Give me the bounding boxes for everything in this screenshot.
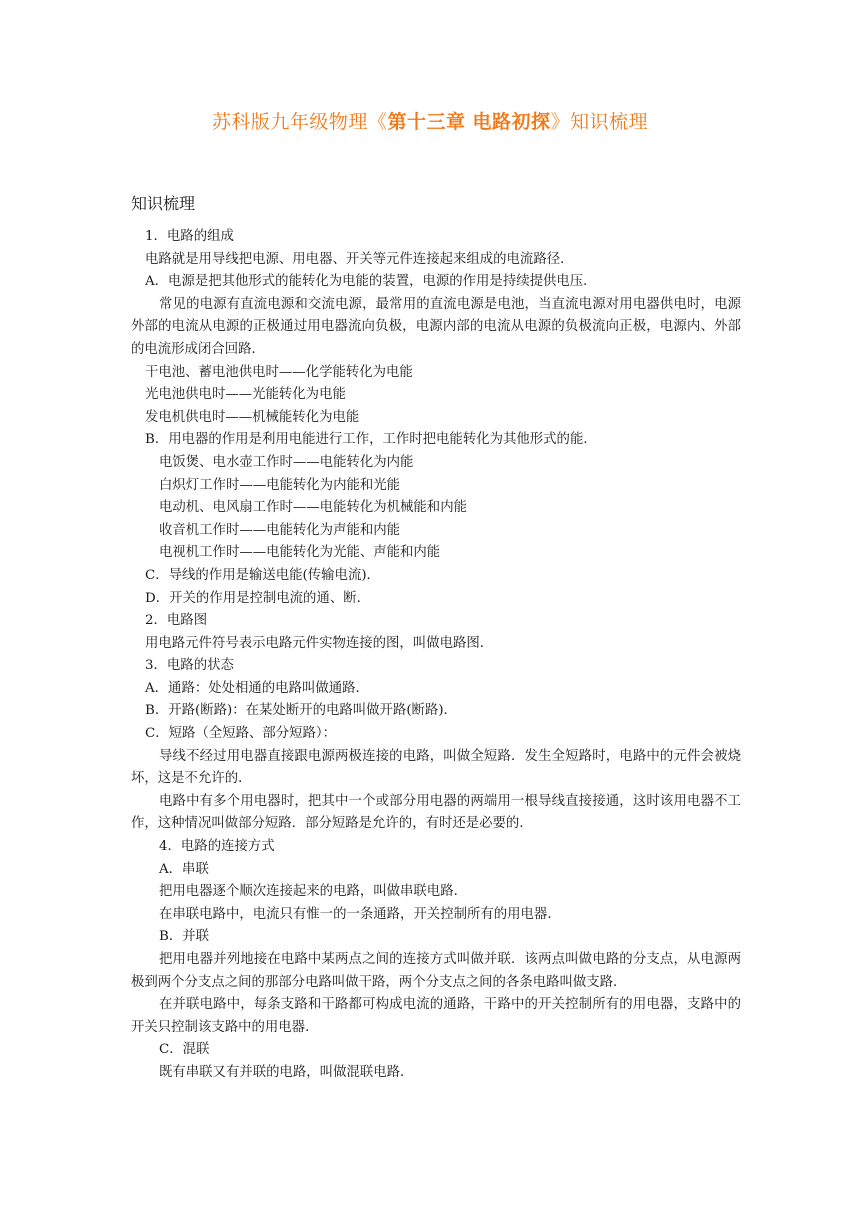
text-line: B．用电器的作用是利用电能进行工作，工作时把电能转化为其他形式的能．	[145, 432, 597, 448]
text-line: 把用电器逐个顺次连接起来的电路，叫做串联电路．	[159, 884, 467, 900]
title-prefix: 苏科版九年级物理《	[211, 111, 388, 133]
text-line: 3．电路的状态	[145, 658, 234, 674]
document-body	[131, 226, 741, 1085]
text-line: B．并联	[159, 929, 210, 945]
text-line: D．开关的作用是控制电流的通、断．	[145, 590, 370, 606]
title-chapter: 第十三章 电路初探	[387, 111, 551, 133]
document-title	[0, 107, 860, 134]
text-line: 电路就是用导线把电源、用电器、开关等元件连接起来组成的电流路径．	[145, 251, 574, 267]
section-heading: 知识梳理	[131, 194, 196, 213]
text-line: 在串联电路中，电流只有惟一的一条通路，开关控制所有的用电器．	[159, 906, 561, 922]
text-line: 2．电路图	[145, 613, 208, 629]
text-line: 白炽灯工作时——电能转化为内能和光能	[159, 477, 401, 493]
text-line: A．通路：处处相通的电路叫做通路．	[145, 680, 369, 696]
text-line: 4．电路的连接方式	[159, 839, 275, 855]
title-suffix: 》知识梳理	[550, 111, 649, 133]
text-line: 电饭煲、电水壶工作时——电能转化为内能	[159, 454, 414, 470]
paragraph: 在并联电路中，每条支路和干路都可构成电流的通路，干路中的开关控制所有的用电器，支路中的开关只控制该支路中的用电器．	[131, 997, 741, 1035]
text-line: C．导线的作用是输送电能(传输电流)．	[145, 567, 380, 583]
text-line: A．电源是把其他形式的能转化为电能的装置，电源的作用是持续提供电压．	[145, 274, 597, 290]
text-line: 收音机工作时——电能转化为声能和内能	[159, 522, 401, 538]
text-line: B．开路(断路)：在某处断开的电路叫做开路(断路)．	[145, 703, 457, 719]
text-line: 光电池供电时——光能转化为电能	[145, 387, 346, 403]
text-line: A．串联	[159, 861, 209, 877]
text-line: 干电池、蓄电池供电时——化学能转化为电能	[145, 364, 413, 380]
text-line: 发电机供电时——机械能转化为电能	[145, 409, 360, 425]
text-line: 用电路元件符号表示电路元件实物连接的图，叫做电路图．	[145, 635, 494, 651]
paragraph: 把用电器并列地接在电路中某两点之间的连接方式叫做并联．该两点叫做电路的分支点，从电源两极到两个分支点之间的那部分电路叫做干路，两个分支点之间的各条电路叫做支路．	[131, 952, 741, 990]
text-line: C．短路（全短路、部分短路）：	[145, 726, 337, 742]
text-line: 电视机工作时——电能转化为光能、声能和内能	[159, 545, 441, 561]
text-line: C．混联	[159, 1042, 210, 1058]
text-line: 电动机、电风扇工作时——电能转化为机械能和内能	[159, 500, 467, 516]
text-line: 1．电路的组成	[145, 229, 234, 244]
paragraph: 常见的电源有直流电源和交流电源，最常用的直流电源是电池，当直流电源对用电器供电时，电源外部的电流从电源的正极通过用电器流向负极，电源内部的电流从电源的负极流向正极，电源内、外部的电流形成闭合回路．	[131, 296, 741, 357]
text-line: 既有串联又有并联的电路，叫做混联电路．	[159, 1064, 414, 1080]
paragraph: 导线不经过用电器直接跟电源两极连接的电路，叫做全短路．发生全短路时，电路中的元件会被烧坏，这是不允许的．	[131, 748, 741, 787]
paragraph: 电路中有多个用电器时，把其中一个或部分用电器的两端用一根导线直接接通，这时该用电器不工作，这种情况叫做部分短路．部分短路是允许的，有时还是必要的．	[131, 793, 741, 832]
